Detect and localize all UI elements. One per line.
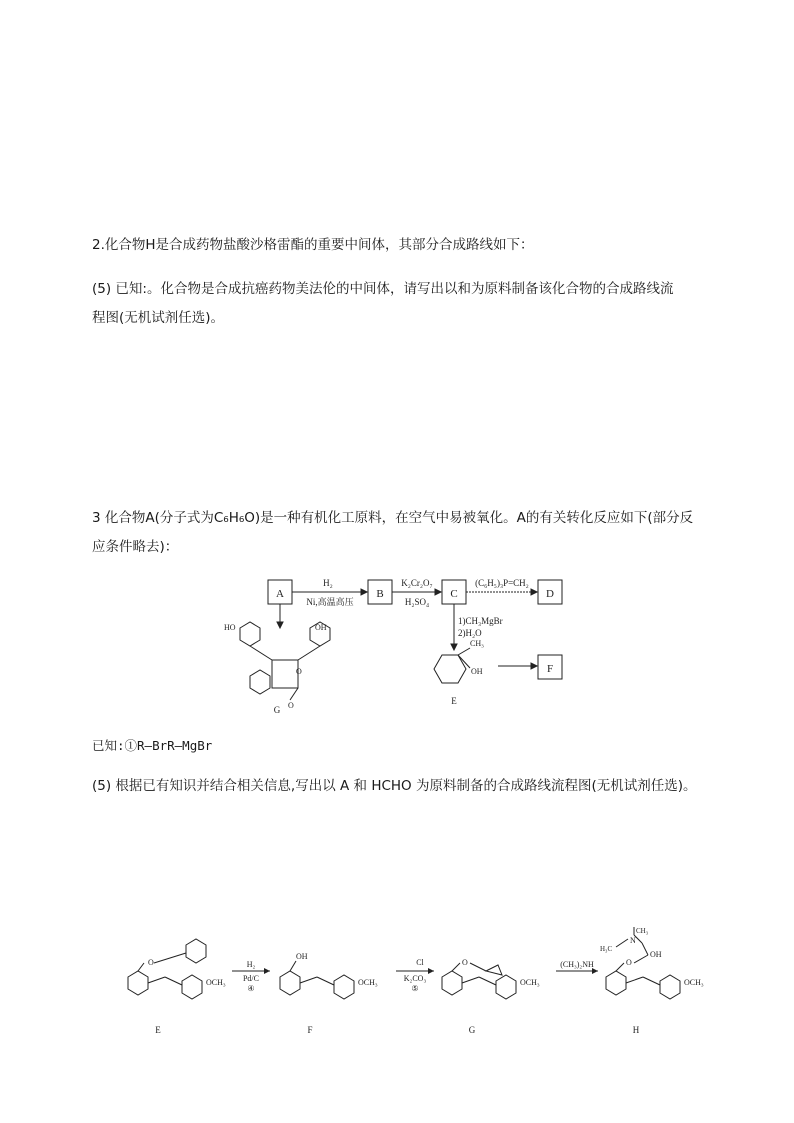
g-oh-right: OH: [315, 623, 327, 632]
box-a-label: A: [276, 588, 284, 600]
h-ch3: CH₃: [636, 927, 649, 935]
h-oh: OH: [650, 950, 662, 959]
q3-known: 已知:①R—BrR—MgBr: [92, 738, 213, 753]
label-e: E: [451, 696, 457, 706]
ce-reagent-1: 1)CH₃MgBr: [458, 616, 503, 626]
bc-condition: H₂SO₄: [404, 597, 430, 607]
q3-intro-line2: 应条件略去)：: [92, 539, 179, 555]
r1-reagent: H₂: [246, 960, 256, 969]
h-o: O: [626, 958, 632, 967]
label-f: F: [307, 1025, 313, 1035]
e-o: O: [148, 958, 154, 967]
label-g: G: [273, 705, 281, 715]
g-o-ring: O: [296, 667, 302, 676]
box-b-label: B: [376, 588, 384, 600]
q2-intro: 2.化合物H是合成药物盐酸沙格雷酯的重要中间体，其部分合成路线如下：: [92, 237, 534, 253]
g-och3: OCH₃: [520, 978, 540, 987]
h-h3c: H₃C: [600, 945, 613, 953]
q2-part5-line1: (5) 已知:。化合物是合成抗癌药物美法伦的中间体，请写出以和为原料制备该化合物的合成路线流: [92, 281, 674, 297]
bc-reagent: K₂Cr₂O₇: [401, 578, 433, 588]
q3-intro-line1: 3 化合物A(分子式为C₆H₆O)是一种有机化工原料，在空气中易被氧化。A的有关转化反应如下(部分反: [92, 510, 694, 526]
label-e: E: [155, 1025, 161, 1035]
r2-step: ⑤: [411, 984, 419, 993]
box-f-label: F: [546, 663, 554, 675]
label-g: G: [468, 1025, 476, 1035]
cd-reagent: (C₆H₅)₃P=CH₂: [475, 578, 529, 588]
h-och3: OCH₃: [684, 978, 704, 987]
r2-base: K₂CO₃: [403, 974, 427, 983]
f-och3: OCH₃: [358, 978, 378, 987]
r3-reagent: (CH₃)₂NH: [560, 960, 594, 969]
g-o: O: [462, 958, 468, 967]
q2-part5-line2: 程图(无机试剂任选)。: [92, 310, 225, 326]
r2-reagent: Cl: [416, 958, 424, 967]
q3-reaction-scheme: [220, 568, 580, 718]
box-c-label: C: [450, 588, 458, 600]
ab-condition: Ni,高温高压: [306, 597, 354, 607]
g-ho-left: HO: [224, 623, 236, 632]
e-och3: OCH₃: [206, 978, 226, 987]
f-oh: OH: [296, 952, 308, 961]
ab-reagent: H₂: [323, 578, 333, 588]
box-d-label: D: [546, 588, 554, 600]
e-ch3: CH₃: [470, 639, 484, 648]
g-o-carbonyl: O: [288, 701, 294, 710]
r1-step: ④: [247, 984, 255, 993]
r1-catalyst: Pd/C: [242, 974, 260, 983]
q2-synthesis-route: [120, 925, 730, 1040]
h-n: N: [630, 936, 636, 945]
label-h: H: [632, 1025, 640, 1035]
e-oh: OH: [471, 667, 483, 676]
ce-reagent-2: 2)H₂O: [458, 628, 482, 638]
q3-part5: (5) 根据已有知识并结合相关信息,写出以 A 和 HCHO 为原料制备的合成路线流程图(无机试剂任选)。: [92, 778, 697, 794]
